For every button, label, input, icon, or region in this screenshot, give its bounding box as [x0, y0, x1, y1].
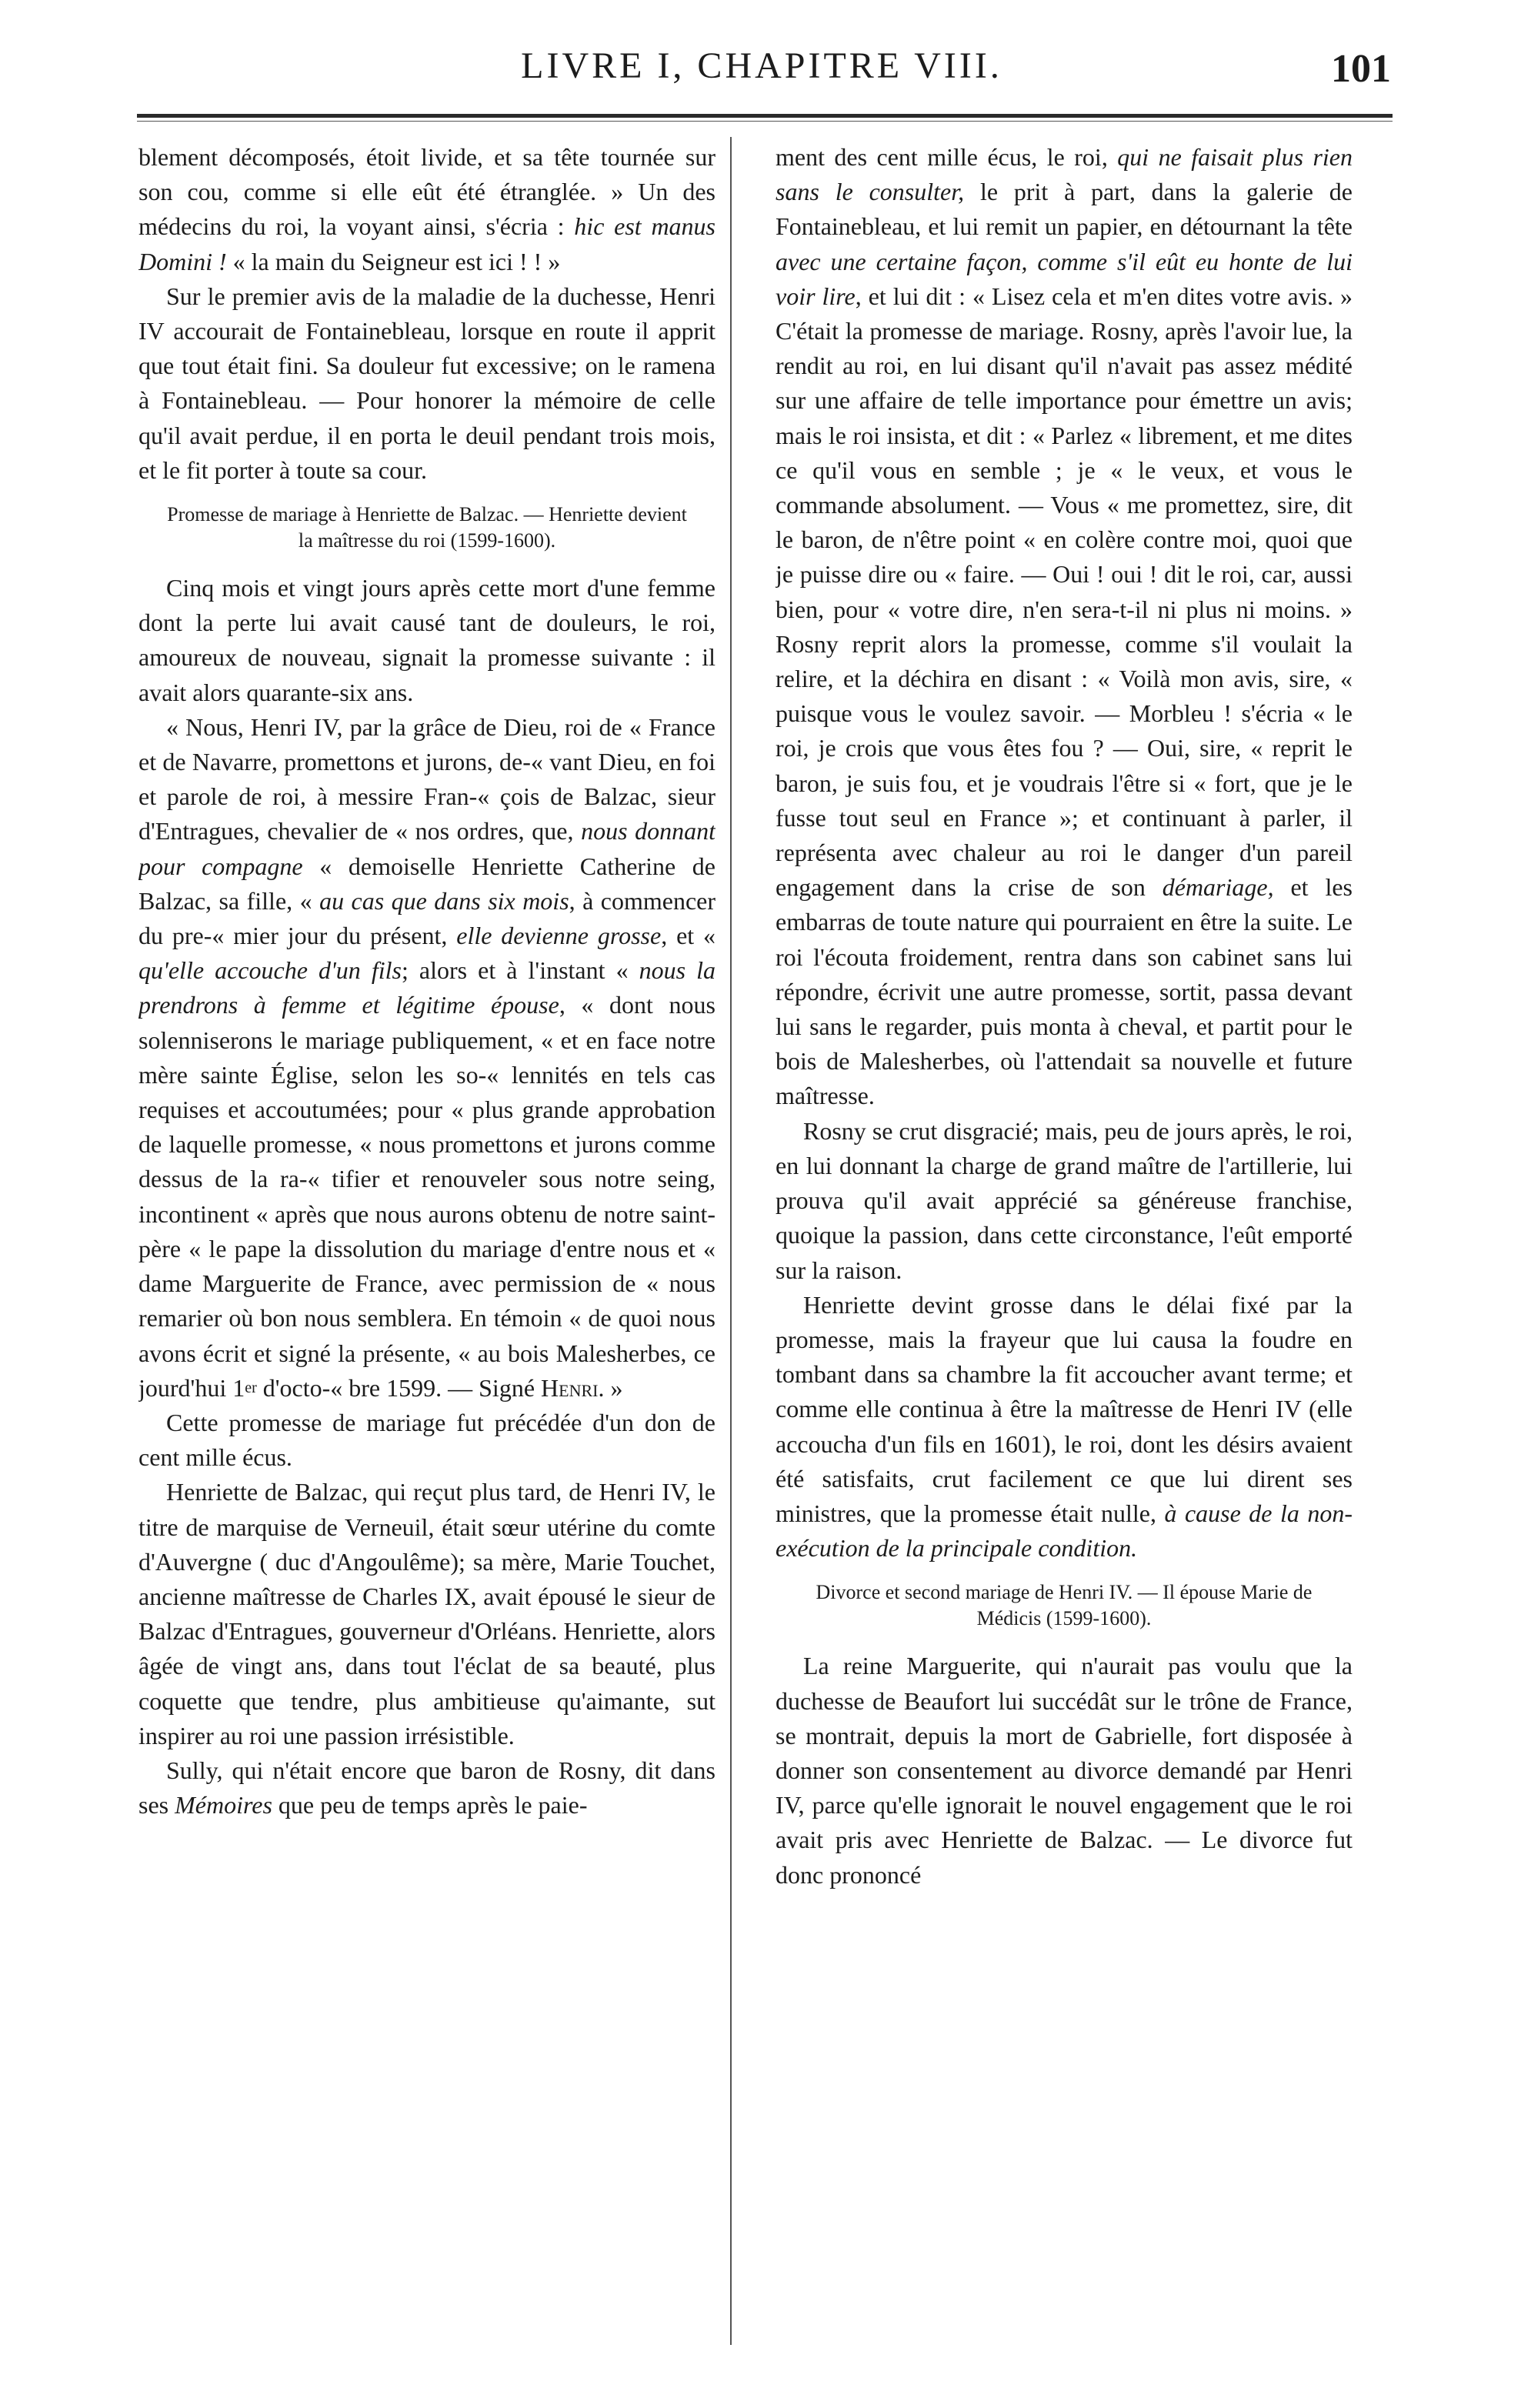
paragraph: Cette promesse de mariage fut précédée d'un don de cent mille écus.	[138, 1408, 715, 1472]
marriage-promise-quote: « Nous, Henri IV, par la grâce de Dieu, roi de « France et de Navarre, promettons et jurons, de-« vant Dieu, en foi et parole de roi, à messire Fran-« çois de Balzac, sieur d'Entragues, chevalier de « nos ordres, que, nous donnant pour compagne « demoiselle Henriette Catherine de Balzac, sa fille, « au cas que dans six mois, à commencer du pre-« mier jour du présent, elle devienne grosse, et « qu'elle accouche d'un fils; alors et à l'instant « nous la prendrons à femme et légitime épouse, « dont nous solenniserons le mariage publiquement, « et en face notre mère sainte Église, selon les so-« lennités en tels cas requises et accoutumées; pour « plus grande approbation de laquelle promesse, « nous promettons et jurons comme dessus de la ra-« tifier et renouveler sous notre seing, incontinent « après que nous aurons obtenu de notre saint-père « le pape la dissolution du mariage d'entre nous et « dame Marguerite de France, avec permission de « nous remarier où bon nous semblera. En témoin « de quoi nous avons écrit et signé la présente, « au bois Malesherbes, ce jourd'hui 1er d'octo-« bre 1599. — Signé Henri. »	[138, 712, 715, 1402]
paragraph: Cinq mois et vingt jours après cette mort d'une femme dont la perte lui avait causé tant de douleurs, le roi, amoureux de nouveau, signait la promesse suivante : il avait alors quarante-six ans.	[138, 574, 715, 706]
paragraph: blement décomposés, étoit livide, et sa tête tournée sur son cou, comme si elle eût été étranglée. » Un des médecins du roi, la voyant ainsi, s'écria : hic est manus Domini ! « la main du Seigneur est ici ! ! »	[138, 143, 715, 275]
section-heading: Divorce et second mariage de Henri IV. — Il épouse Marie de Médicis (1599-1600).	[816, 1581, 1313, 1630]
paragraph: Sur le premier avis de la maladie de la duchesse, Henri IV accourait de Fontainebleau, lorsque en route il apprit que tout était fini. Sa douleur fut excessive; on le ramena à Fontainebleau. — Pour honorer la mémoire de celle qu'il avait perdue, il en porta le deuil pendant trois mois, et le fit porter à toute sa cour.	[138, 282, 715, 484]
left-column	[138, 140, 715, 2371]
paragraph: Henriette devint grosse dans le délai fixé par la promesse, mais la frayeur que lui causa la foudre en tombant dans sa chambre la fit accoucher avant terme; et comme elle continua à être la maîtresse de Henri IV (elle accoucha d'un fils en 1601), le roi, dont les désirs avaient été satisfaits, crut facilement ce que lui dirent ses ministres, que la promesse était nulle, à cause de la non-exécution de la principale condition.	[776, 1290, 1353, 1563]
column-divider	[730, 137, 732, 2345]
paragraph: ment des cent mille écus, le roi, qui ne faisait plus rien sans le consulter, le prit à part, dans la galerie de Fontainebleau, et lui remit un papier, en détournant la tête avec une certaine façon, comme s'il eût eu honte de lui voir lire, et lui dit : « Lisez cela et m'en dites votre avis. » C'était la promesse de mariage. Rosny, après l'avoir lue, la rendit au roi, en lui disant qu'il n'avait pas assez médité sur une affaire de telle importance pour émettre un avis; mais le roi insista, et dit : « Parlez « librement, et me dites ce qu'il vous en semble ; je « le veux, et vous le commande absolument. — Vous « me promettez, sire, dit le baron, de n'être point « en colère contre moi, quoi que je puisse dire ou « faire. — Oui ! oui ! dit le roi, car, aussi bien, pour « votre dire, n'en sera-t-il ni plus ni moins. » Rosny reprit alors la promesse, comme s'il voulait la relire, et la déchira en disant : « Voilà mon avis, sire, « puisque vous le voulez savoir. — Morbleu ! s'écria « le roi, je crois que vous êtes fou ? — Oui, sire, « reprit le baron, je suis fou, et je voudrais l'être si « fort, que je le fusse tout seul en France »; et continuant à parler, il représenta avec chaleur au roi le danger d'un pareil engagement dans la crise de son démariage, et les embarras de toute nature qui pourraient en être la suite. Le roi l'écouta froidement, rentra dans son cabinet sans lui répondre, écrivit une autre promesse, sortit, passa devant lui sans le regarder, puis monta à cheval, et partit pour le bois de Malesherbes, où l'attendait sa nouvelle et future maîtresse.	[776, 143, 1353, 1110]
signature: Henri	[541, 1373, 599, 1402]
running-title: LIVRE I, CHAPITRE VIII.	[521, 45, 1002, 86]
right-column	[776, 140, 1353, 2371]
paragraph: Sully, qui n'était encore que baron de Rosny, dit dans ses Mémoires que peu de temps après le paie-	[138, 1756, 715, 1819]
paragraph: Rosny se crut disgracié; mais, peu de jours après, le roi, en lui donnant la charge de grand maître de l'artillerie, lui prouva qu'il avait apprécié sa généreuse franchise, quoique la passion, dans cette circonstance, l'eût emporté sur la raison.	[776, 1116, 1353, 1284]
page-header	[123, 45, 1400, 106]
paragraph: La reine Marguerite, qui n'aurait pas voulu que la duchesse de Beaufort lui succédât sur le trône de France, se montrait, depuis la mort de Gabrielle, fort disposée à donner son consentement au divorce demandé par Henri IV, parce qu'elle ignorait le nouvel engagement que le roi avait pris avec Henriette de Balzac. — Le divorce fut donc prononcé	[776, 1652, 1353, 1889]
paragraph: Henriette de Balzac, qui reçut plus tard, de Henri IV, le titre de marquise de Verneuil, était sœur utérine du comte d'Auvergne ( duc d'Angoulême); sa mère, Marie Touchet, ancienne maîtresse de Charles IX, avait épousé le sieur de Balzac d'Entragues, gouverneur d'Orléans. Henriette, alors âgée de vingt ans, dans tout l'éclat de sa beauté, plus coquette que tendre, plus ambitieuse qu'aimante, sut inspirer au roi une passion irrésistible.	[138, 1478, 715, 1749]
header-rule-thin	[137, 121, 1393, 122]
header-rule-thick	[137, 114, 1393, 118]
section-heading: Promesse de mariage à Henriette de Balzac. — Henriette devient la maîtresse du roi (1599-1600).	[167, 503, 687, 552]
page-number: 101	[1331, 47, 1391, 91]
